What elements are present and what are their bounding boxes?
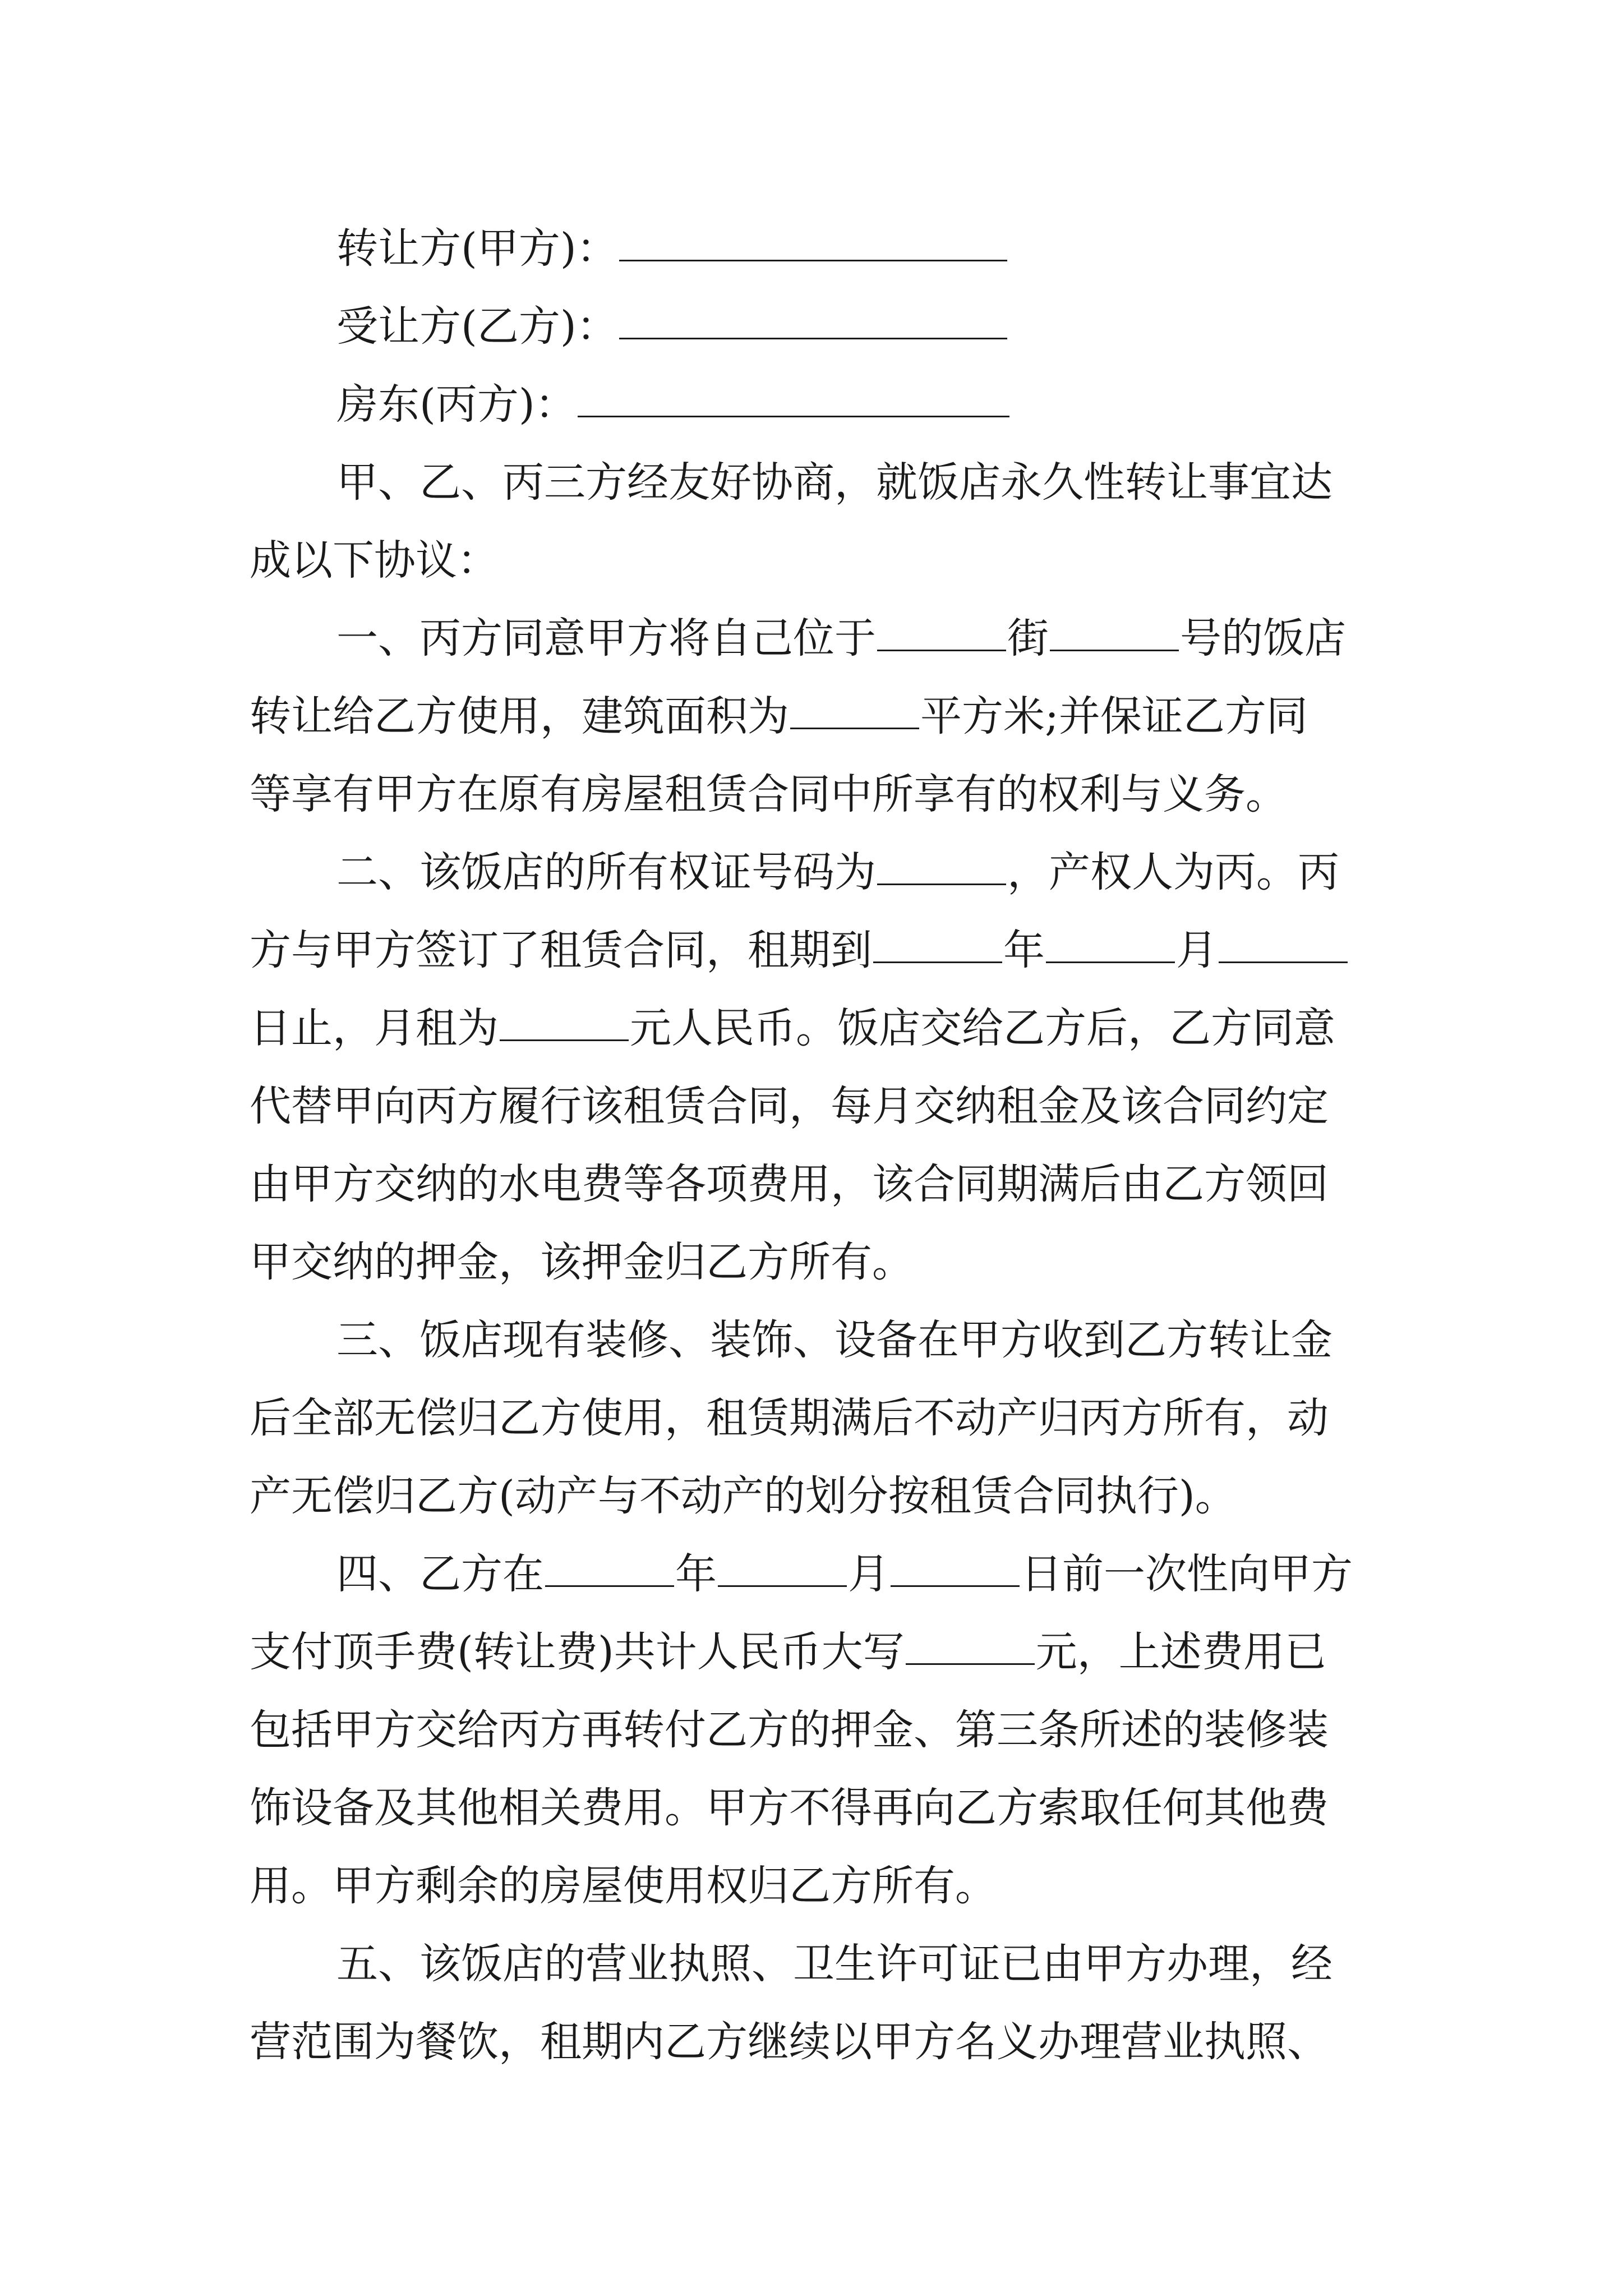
clause1-text-f: 等享有甲方在原有房屋租赁合同中所享有的权利与义务。 — [250, 770, 1287, 818]
payment-year-blank[interactable] — [545, 1540, 674, 1587]
clause4-text-d: 日前一次性向甲方 — [1021, 1550, 1353, 1598]
clause2-text-g: 元人民币。饭店交给乙方后，乙方同意 — [630, 1004, 1335, 1052]
intro-line-1 — [336, 449, 1332, 516]
clause2-text-d: 年 — [1003, 926, 1045, 974]
clause3-text-b: 后全部无偿归乙方使用，租赁期满后不动产归丙方所有，动 — [250, 1394, 1329, 1442]
intro-line-2 — [250, 527, 499, 594]
clause1-text-a: 一、丙方同意甲方将自己位于 — [336, 614, 876, 662]
number-blank[interactable] — [1050, 605, 1179, 651]
landlord-line — [336, 371, 1011, 438]
clause2-text-e: 月 — [1176, 926, 1218, 974]
clause4-line-5 — [250, 1852, 997, 1920]
area-blank[interactable] — [790, 683, 919, 729]
clause2-line-5 — [250, 1151, 1329, 1218]
clause4-text-b: 年 — [675, 1550, 717, 1598]
transfer-fee-blank[interactable] — [906, 1618, 1035, 1665]
clause5-line-2 — [250, 2008, 1329, 2076]
transferor-label: 转让方(甲方)： — [336, 224, 618, 273]
clause5-text-b: 营范围为餐饮，租期内乙方继续以甲方名义办理营业执照、 — [250, 2018, 1329, 2066]
payment-day-blank[interactable] — [891, 1540, 1020, 1587]
clause1-line-1 — [336, 605, 1346, 672]
clause4-text-a: 四、乙方在 — [336, 1550, 544, 1598]
clause2-text-c: 方与甲方签订了租赁合同，租期到 — [250, 926, 872, 974]
clause1-text-c: 号的饭店 — [1180, 614, 1346, 662]
clause2-line-4 — [250, 1073, 1329, 1140]
clause1-text-e: 平方米;并保证乙方同 — [920, 692, 1308, 740]
clause2-line-1 — [336, 839, 1339, 906]
clause2-text-a: 二、该饭店的所有权证号码为 — [336, 848, 876, 896]
clause4-line-4 — [250, 1774, 1329, 1842]
clause2-text-h: 代替甲向丙方履行该租赁合同，每月交纳租金及该合同约定 — [250, 1082, 1329, 1130]
clause5-line-1 — [336, 1930, 1332, 1998]
clause2-text-i: 由甲方交纳的水电费等各项费用，该合同期满后由乙方领回 — [250, 1160, 1329, 1208]
clause2-text-j: 甲交纳的押金，该押金归乙方所有。 — [250, 1238, 914, 1286]
clause4-text-g: 包括甲方交给丙方再转付乙方的押金、第三条所述的装修装 — [250, 1706, 1329, 1754]
transferee-label: 受让方(乙方)： — [336, 302, 618, 351]
clause4-line-1 — [336, 1540, 1353, 1608]
clause4-text-h: 饰设备及其他相关费用。甲方不得再向乙方索取任何其他费 — [250, 1784, 1329, 1832]
clause3-text-a: 三、饭店现有装修、装饰、设备在甲方收到乙方转让金 — [336, 1316, 1332, 1364]
clause1-line-3 — [250, 761, 1287, 828]
intro-text-1: 甲、乙、丙三方经友好协商，就饭店永久性转让事宜达 — [336, 458, 1332, 507]
clause4-text-c: 月 — [848, 1550, 889, 1598]
clause3-text-c: 产无偿归乙方(动产与不动产的划分按租赁合同执行)。 — [250, 1472, 1237, 1520]
landlord-label: 房东(丙方)： — [336, 380, 577, 429]
clause3-line-2 — [250, 1384, 1329, 1452]
landlord-blank[interactable] — [578, 371, 1009, 417]
lease-month-blank[interactable] — [1046, 917, 1175, 963]
intro-text-2: 成以下协议： — [250, 536, 499, 585]
monthly-rent-blank[interactable] — [500, 995, 629, 1041]
lease-day-blank[interactable] — [1219, 917, 1348, 963]
clause2-line-6 — [250, 1228, 914, 1296]
clause2-line-2 — [250, 917, 1349, 984]
clause4-text-f: 元，上述费用已 — [1035, 1628, 1326, 1676]
clause4-text-e: 支付顶手费(转让费)共计人民币大写 — [250, 1628, 905, 1676]
clause4-text-i: 用。甲方剩余的房屋使用权归乙方所有。 — [250, 1862, 997, 1910]
certificate-number-blank[interactable] — [877, 839, 1006, 885]
clause1-line-2 — [250, 683, 1308, 750]
transferee-line — [336, 293, 1008, 360]
clause3-line-3 — [250, 1462, 1237, 1530]
clause1-text-b: 街 — [1007, 614, 1049, 662]
clause4-line-3 — [250, 1696, 1329, 1764]
transferor-line — [336, 215, 1008, 282]
clause1-text-d: 转让给乙方使用，建筑面积为 — [250, 692, 789, 740]
clause3-line-1 — [336, 1306, 1332, 1374]
lease-year-blank[interactable] — [873, 917, 1002, 963]
clause5-text-a: 五、该饭店的营业执照、卫生许可证已由甲方办理，经 — [336, 1940, 1332, 1988]
clause4-line-2 — [250, 1618, 1326, 1686]
transferee-blank[interactable] — [619, 293, 1007, 339]
clause2-text-b: ，产权人为丙。丙 — [1007, 848, 1339, 896]
clause2-line-3 — [250, 995, 1335, 1062]
street-blank[interactable] — [877, 605, 1006, 651]
payment-month-blank[interactable] — [718, 1540, 847, 1587]
clause2-text-f: 日止，月租为 — [250, 1004, 499, 1052]
transferor-blank[interactable] — [619, 215, 1007, 261]
